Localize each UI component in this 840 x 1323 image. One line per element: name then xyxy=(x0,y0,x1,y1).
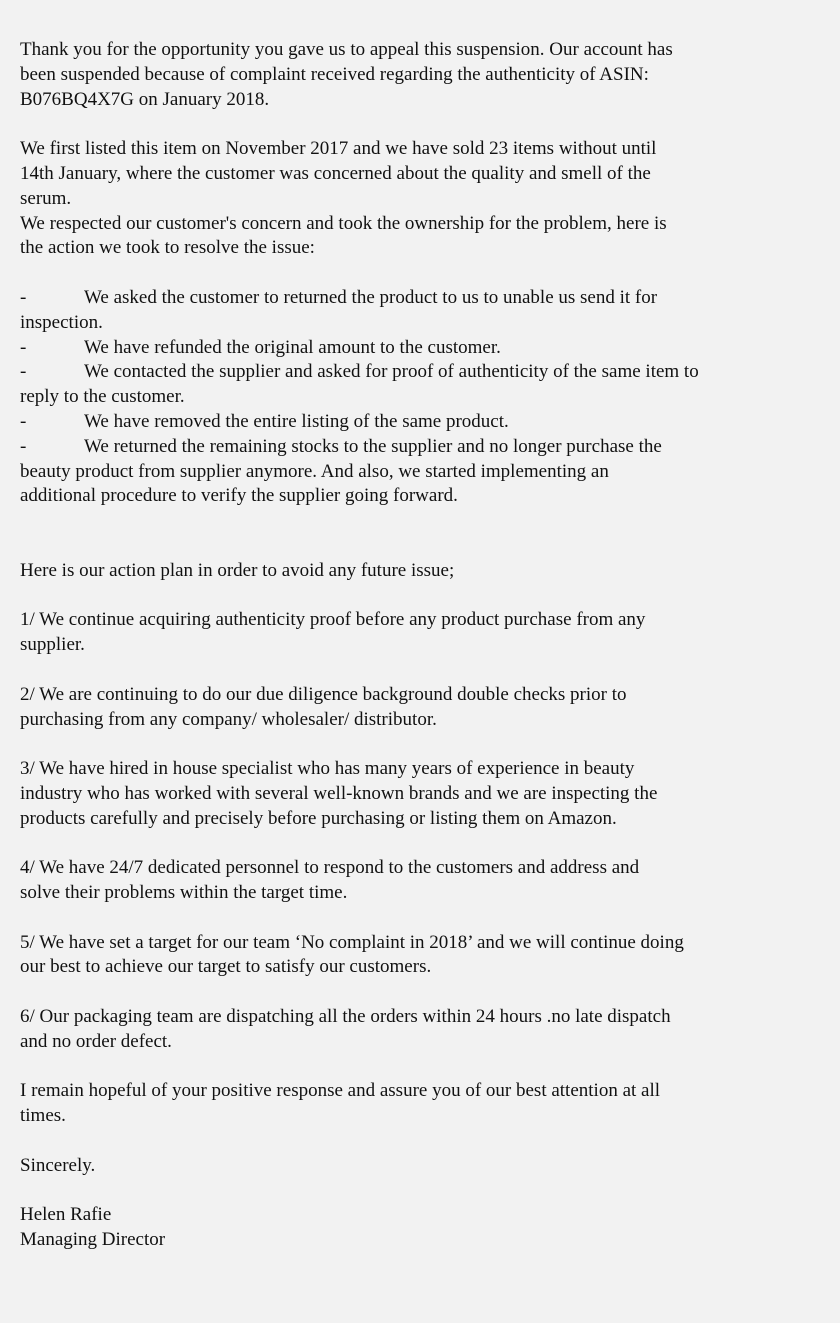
plan-line: industry who has worked with several well-known brands and we are inspecting the xyxy=(20,782,658,804)
signoff xyxy=(20,1154,820,1179)
action-item xyxy=(20,336,820,361)
plan-item-3 xyxy=(20,757,820,831)
intro-line: been suspended because of complaint received regarding the authenticity of ASIN: xyxy=(20,63,649,85)
history-line: serum. xyxy=(20,187,72,209)
plan-line: our best to achieve our target to satisfy our customers. xyxy=(20,956,432,978)
dash-marker: - xyxy=(20,336,27,358)
plan-item-1 xyxy=(20,608,820,658)
plan-line: 5/ We have set a target for our team ‘No complaint in 2018’ and we will continue doing xyxy=(20,931,684,953)
plan-item-2 xyxy=(20,683,820,733)
plan-line: 2/ We are continuing to do our due diligence background double checks prior to xyxy=(20,683,627,705)
action-text: We have refunded the original amount to the customer. xyxy=(84,336,501,358)
action-continuation: beauty product from supplier anymore. And also, we started implementing an xyxy=(20,460,609,482)
history-line: the action we took to resolve the issue: xyxy=(20,237,315,259)
history-paragraph xyxy=(20,137,820,261)
plan-line: 4/ We have 24/7 dedicated personnel to respond to the customers and address and xyxy=(20,857,640,879)
plan-line: 1/ We continue acquiring authenticity proof before any product purchase from any xyxy=(20,609,646,631)
signature-block xyxy=(20,1203,820,1253)
intro-line: Thank you for the opportunity you gave us to appeal this suspension. Our account has xyxy=(20,39,673,60)
action-text: We have removed the entire listing of the same product. xyxy=(84,410,509,432)
action-text: We asked the customer to returned the product to us to unable us send it for xyxy=(84,286,658,308)
action-item xyxy=(20,286,820,336)
plan-intro-line: Here is our action plan in order to avoid any future issue; xyxy=(20,559,455,581)
plan-item-4 xyxy=(20,856,820,906)
action-continuation: inspection. xyxy=(20,311,103,333)
history-line: We respected our customer's concern and took the ownership for the problem, here is xyxy=(20,212,667,234)
plan-line: purchasing from any company/ wholesaler/ distributor. xyxy=(20,708,437,730)
signoff-text: Sincerely. xyxy=(20,1154,96,1176)
closing-paragraph xyxy=(20,1079,820,1129)
plan-line: 6/ Our packaging team are dispatching all the orders within 24 hours .no late dispatch xyxy=(20,1006,671,1028)
dash-marker: - xyxy=(20,361,27,383)
plan-line: solve their problems within the target time. xyxy=(20,882,348,904)
action-item xyxy=(20,410,820,435)
intro-paragraph xyxy=(20,38,820,112)
history-line: We first listed this item on November 2017 and we have sold 23 items without until xyxy=(20,138,657,160)
signer-title: Managing Director xyxy=(20,1229,166,1251)
plan-line: and no order defect. xyxy=(20,1030,172,1052)
plan-line: products carefully and precisely before purchasing or listing them on Amazon. xyxy=(20,807,617,829)
plan-line: supplier. xyxy=(20,634,85,656)
action-item xyxy=(20,435,820,509)
plan-line: 3/ We have hired in house specialist who has many years of experience in beauty xyxy=(20,758,635,780)
dash-marker: - xyxy=(20,410,27,432)
action-item xyxy=(20,360,820,410)
plan-intro xyxy=(20,559,820,584)
dash-marker: - xyxy=(20,435,27,457)
plan-item-5 xyxy=(20,931,820,981)
action-list xyxy=(20,286,820,509)
action-text: We returned the remaining stocks to the supplier and no longer purchase the xyxy=(84,435,662,457)
plan-item-6 xyxy=(20,1005,820,1055)
action-text: We contacted the supplier and asked for proof of authenticity of the same item to xyxy=(84,361,699,383)
intro-line: B076BQ4X7G on January 2018. xyxy=(20,88,270,110)
action-continuation: reply to the customer. xyxy=(20,386,185,408)
history-line: 14th January, where the customer was concerned about the quality and smell of the xyxy=(20,162,651,184)
signer-name: Helen Rafie xyxy=(20,1204,112,1226)
closing-line: I remain hopeful of your positive response and assure you of our best attention at all xyxy=(20,1080,661,1102)
dash-marker: - xyxy=(20,286,27,308)
closing-line: times. xyxy=(20,1105,66,1127)
action-continuation: additional procedure to verify the supplier going forward. xyxy=(20,485,458,507)
